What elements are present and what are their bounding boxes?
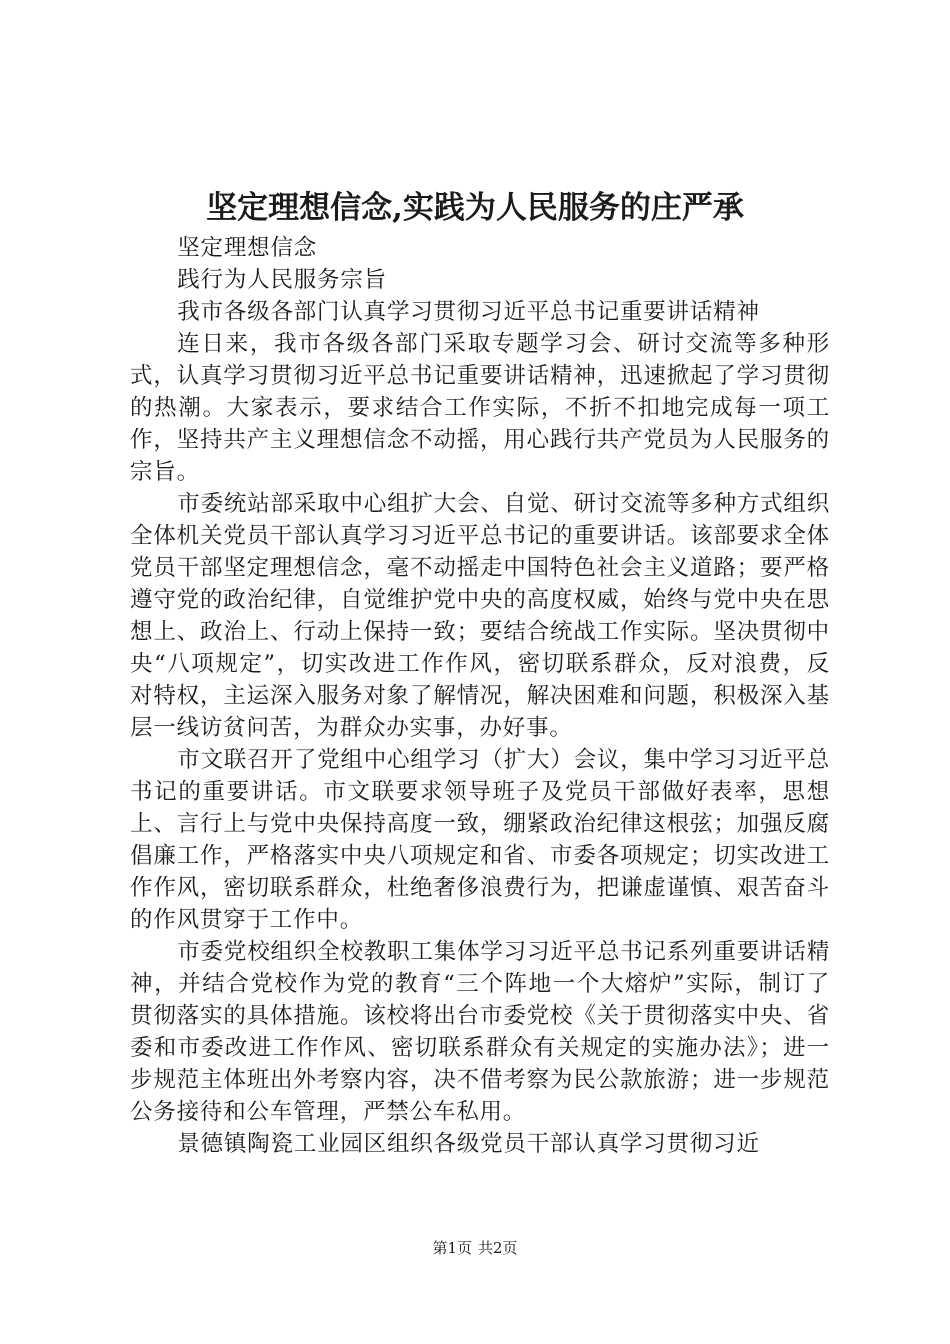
page-number: 第1页	[432, 1239, 472, 1257]
paragraph: 市委统站部采取中心组扩大会、自觉、研讨交流等多种方式组织全体机关党员干部认真学习习近平总书记的重要讲话。该部要求全体党员干部坚定理想信念，毫不动摇走中国特色社会主义道路；要严格遵守党的政治纪律，自觉维护党中央的高度权威，始终与党中央在思想上、政治上、行动上保持一致；要结合统战工作实际。坚决贯彻中央“八项规定”，切实改进工作作风，密切联系群众，反对浪费，反对特权，主运深入服务对象了解情况，解决困难和问题，积极深入基层一线访贫问苦，为群众办实事，办好事。	[130, 491, 830, 741]
paragraph: 景德镇陶瓷工业园区组织各级党员干部认真学习贯彻习近	[177, 1131, 760, 1157]
paragraph: 践行为人民服务宗旨	[177, 267, 387, 293]
page-total: 共2页	[478, 1239, 518, 1257]
paragraph: 连日来，我市各级各部门采取专题学习会、研讨交流等多种形式，认真学习贯彻习近平总书记重要讲话精神，迅速掀起了学习贯彻的热潮。大家表示，要求结合工作实际，不折不扣地完成每一项工作，坚持共产主义理想信念不动摇，用心践行共产党员为人民服务的宗旨。	[130, 331, 830, 485]
paragraph: 市文联召开了党组中心组学习（扩大）会议，集中学习习近平总书记的重要讲话。市文联要求领导班子及党员干部做好表率，思想上、言行上与党中央保持高度一致，绷紧政治纪律这根弦；加强反腐倡廉工作，严格落实中央八项规定和省、市委各项规定；切实改进工作作风，密切联系群众，杜绝奢侈浪费行为，把谦虚谨慎、艰苦奋斗的作风贯穿于工作中。	[130, 747, 830, 933]
document-body	[130, 232, 830, 1160]
paragraph: 我市各级各部门认真学习贯彻习近平总书记重要讲话精神	[177, 299, 760, 325]
page-footer	[0, 1238, 950, 1258]
document-title: 坚定理想信念,实践为人民服务的庄严承	[206, 190, 744, 226]
paragraph: 坚定理想信念	[177, 235, 318, 261]
paragraph: 市委党校组织全校教职工集体学习习近平总书记系列重要讲话精神，并结合党校作为党的教育“三个阵地一个大熔炉”实际，制订了贯彻落实的具体措施。该校将出台市委党校《关于贯彻落实中央、省委和市委改进工作作风、密切联系群众有关规定的实施办法》；进一步规范主体班出外考察内容，决不借考察为民公款旅游；进一步规范公务接待和公车管理，严禁公车私用。	[130, 939, 830, 1125]
